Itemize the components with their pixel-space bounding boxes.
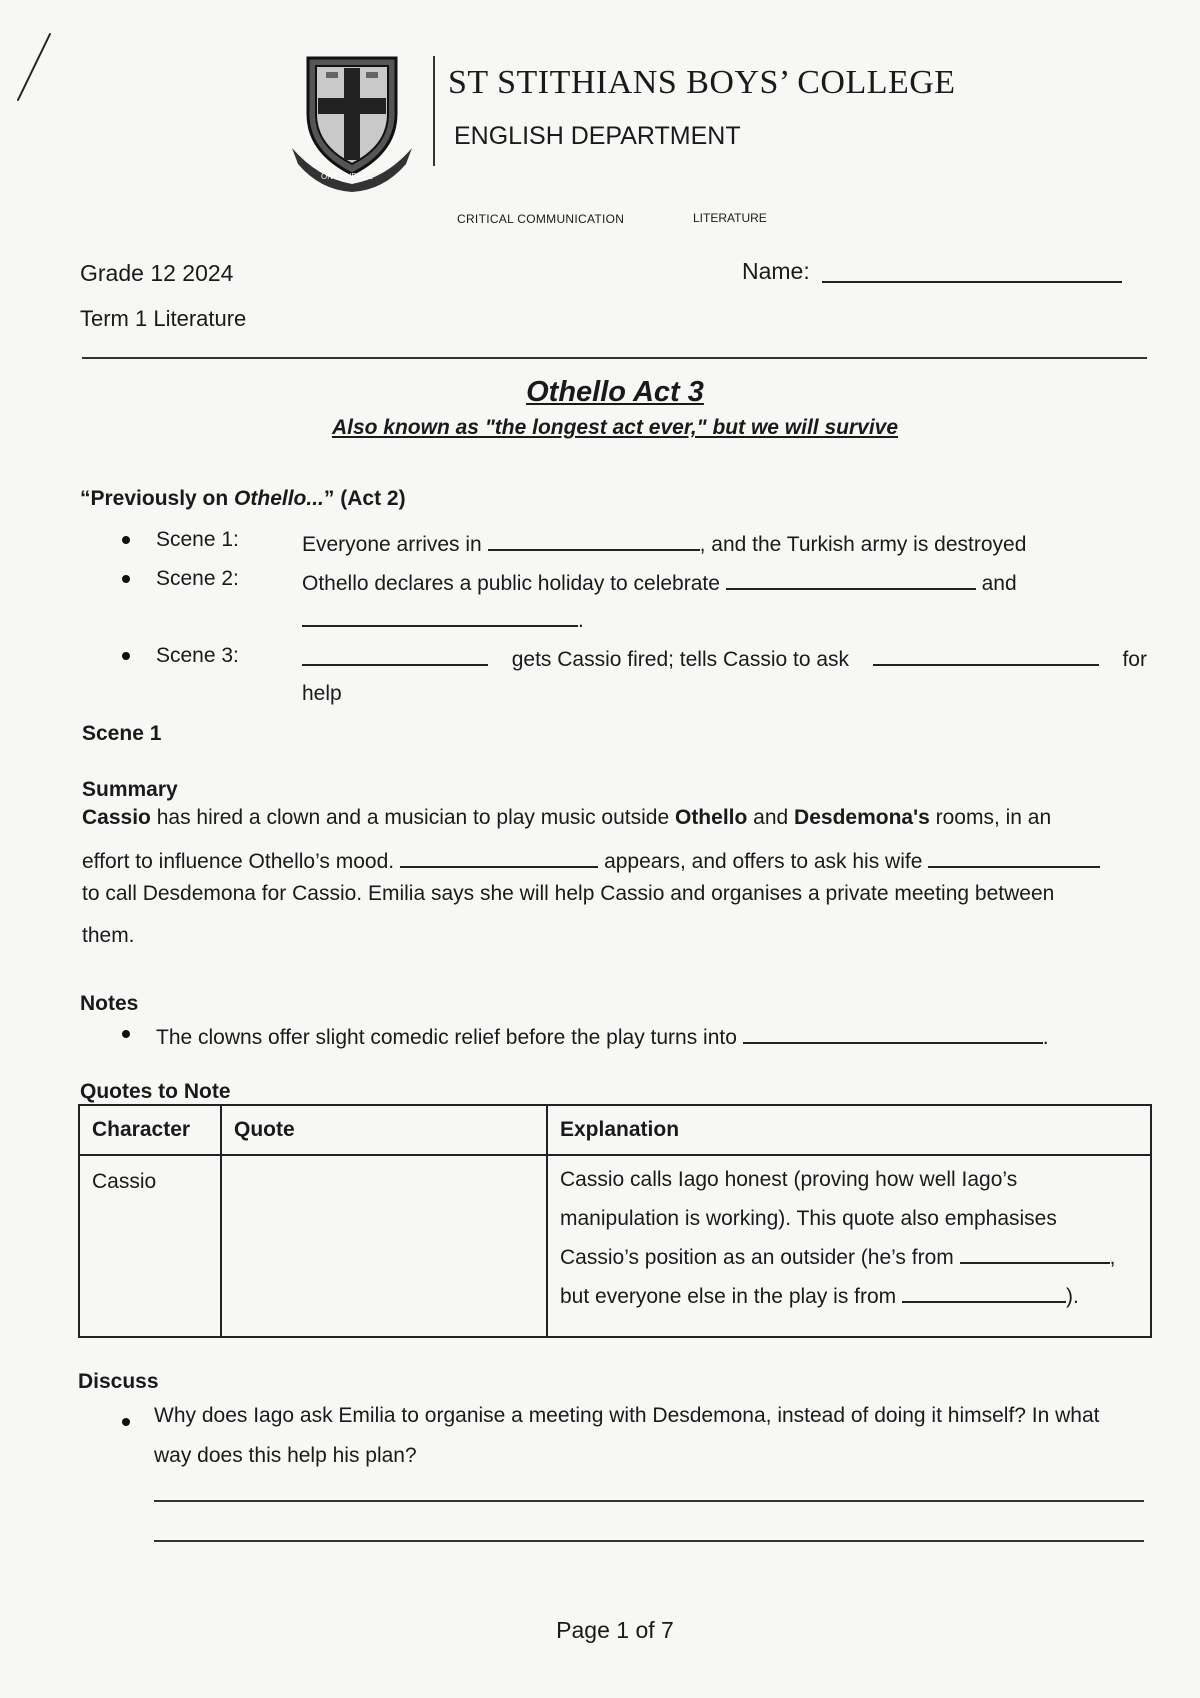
explanation-line: but everyone else in the play is from ). [560,1277,1138,1316]
page-title: Othello Act 3 [526,376,704,408]
scene-3-text: gets Cassio fired; tells Cassio to ask for [302,642,1147,672]
crest-motto: ONE AND ALL [320,172,374,181]
summary-line-2: effort to influence Othello’s mood. appears, and offers to ask his wife [82,844,1148,874]
scene-2-label: Scene 2: [156,567,239,590]
discuss-question-line-2: way does this help his plan? [154,1444,417,1467]
tag-literature: LITERATURE [693,211,767,225]
explanation-line: manipulation is working). This quote also emphasises [560,1207,1057,1230]
previously-heading: “Previously on Othello...” (Act 2) [80,487,406,510]
blank-explanation-b[interactable] [902,1279,1066,1303]
explanation-line: Cassio’s position as an outsider (he’s from , [560,1238,1138,1277]
blank-note-1[interactable] [743,1020,1043,1044]
header-divider [433,56,435,166]
bullet-dot [122,536,130,544]
blank-scene-3a[interactable] [302,642,488,666]
summary-line-4: them. [82,924,135,947]
cell-quote[interactable] [221,1155,547,1337]
scene-2-text: Othello declares a public holiday to celebrate and [302,566,1017,596]
cell-explanation [547,1155,1151,1337]
scene-1-text: Everyone arrives in , and the Turkish army is destroyed [302,527,1026,557]
term-label: Term 1 Literature [80,306,247,331]
answer-line[interactable] [154,1540,1144,1542]
scene-1-heading: Scene 1 [82,722,162,745]
scene-2-continued: . [302,603,584,633]
discuss-question-line-1: Why does Iago ask Emilia to organise a meeting with Desdemona, instead of doing it himself? In what [154,1404,1100,1427]
table-header-explanation: Explanation [547,1105,1151,1155]
page-subtitle: Also known as "the longest act ever," but we will survive [331,416,899,439]
blank-scene-2b[interactable] [302,603,578,627]
quotes-table [78,1104,1152,1338]
bullet-dot [122,575,130,583]
bullet-dot [122,1418,130,1426]
bullet-dot [122,652,130,660]
blank-scene-3b[interactable] [873,642,1099,666]
college-crest [288,52,416,192]
scene-3-help: help [302,682,342,705]
college-name: ST STITHIANS BOYS’ COLLEGE [448,64,956,101]
notes-heading: Notes [80,992,139,1015]
discuss-heading: Discuss [78,1370,159,1393]
summary-line-1: Cassio has hired a clown and a musician to play music outside Othello and Desdemona's rooms, in an [82,806,1052,829]
quotes-heading: Quotes to Note [80,1080,231,1103]
name-label: Name: [742,258,810,284]
explanation-line: Cassio calls Iago honest (proving how well Iago’s [560,1168,1018,1191]
answer-line[interactable] [154,1500,1144,1502]
table-header-row [79,1105,1151,1155]
note-1: The clowns offer slight comedic relief before the play turns into . [156,1020,1049,1050]
blank-summary-b[interactable] [928,844,1100,868]
scene-3-label: Scene 3: [156,644,239,667]
table-header-character: Character [79,1105,221,1155]
header-rule [82,357,1147,359]
summary-heading: Summary [82,778,178,801]
table-row [79,1155,1151,1337]
tag-critical-communication: CRITICAL COMMUNICATION [457,212,625,226]
blank-summary-a[interactable] [400,844,598,868]
summary-line-3: to call Desdemona for Cassio. Emilia says she will help Cassio and organises a private meeting between [82,882,1055,905]
blank-explanation-a[interactable] [960,1240,1110,1264]
blank-scene-1[interactable] [488,527,700,551]
grade-label: Grade 12 2024 [80,260,234,286]
table-header-quote: Quote [221,1105,547,1155]
blank-scene-2a[interactable] [726,566,976,590]
cell-character: Cassio [79,1155,221,1337]
name-field[interactable] [822,259,1122,283]
bullet-dot [122,1030,130,1038]
pen-mark [14,30,54,105]
department-name: ENGLISH DEPARTMENT [454,122,741,150]
scene-1-label: Scene 1: [156,528,239,551]
page-number: Page 1 of 7 [556,1617,674,1643]
